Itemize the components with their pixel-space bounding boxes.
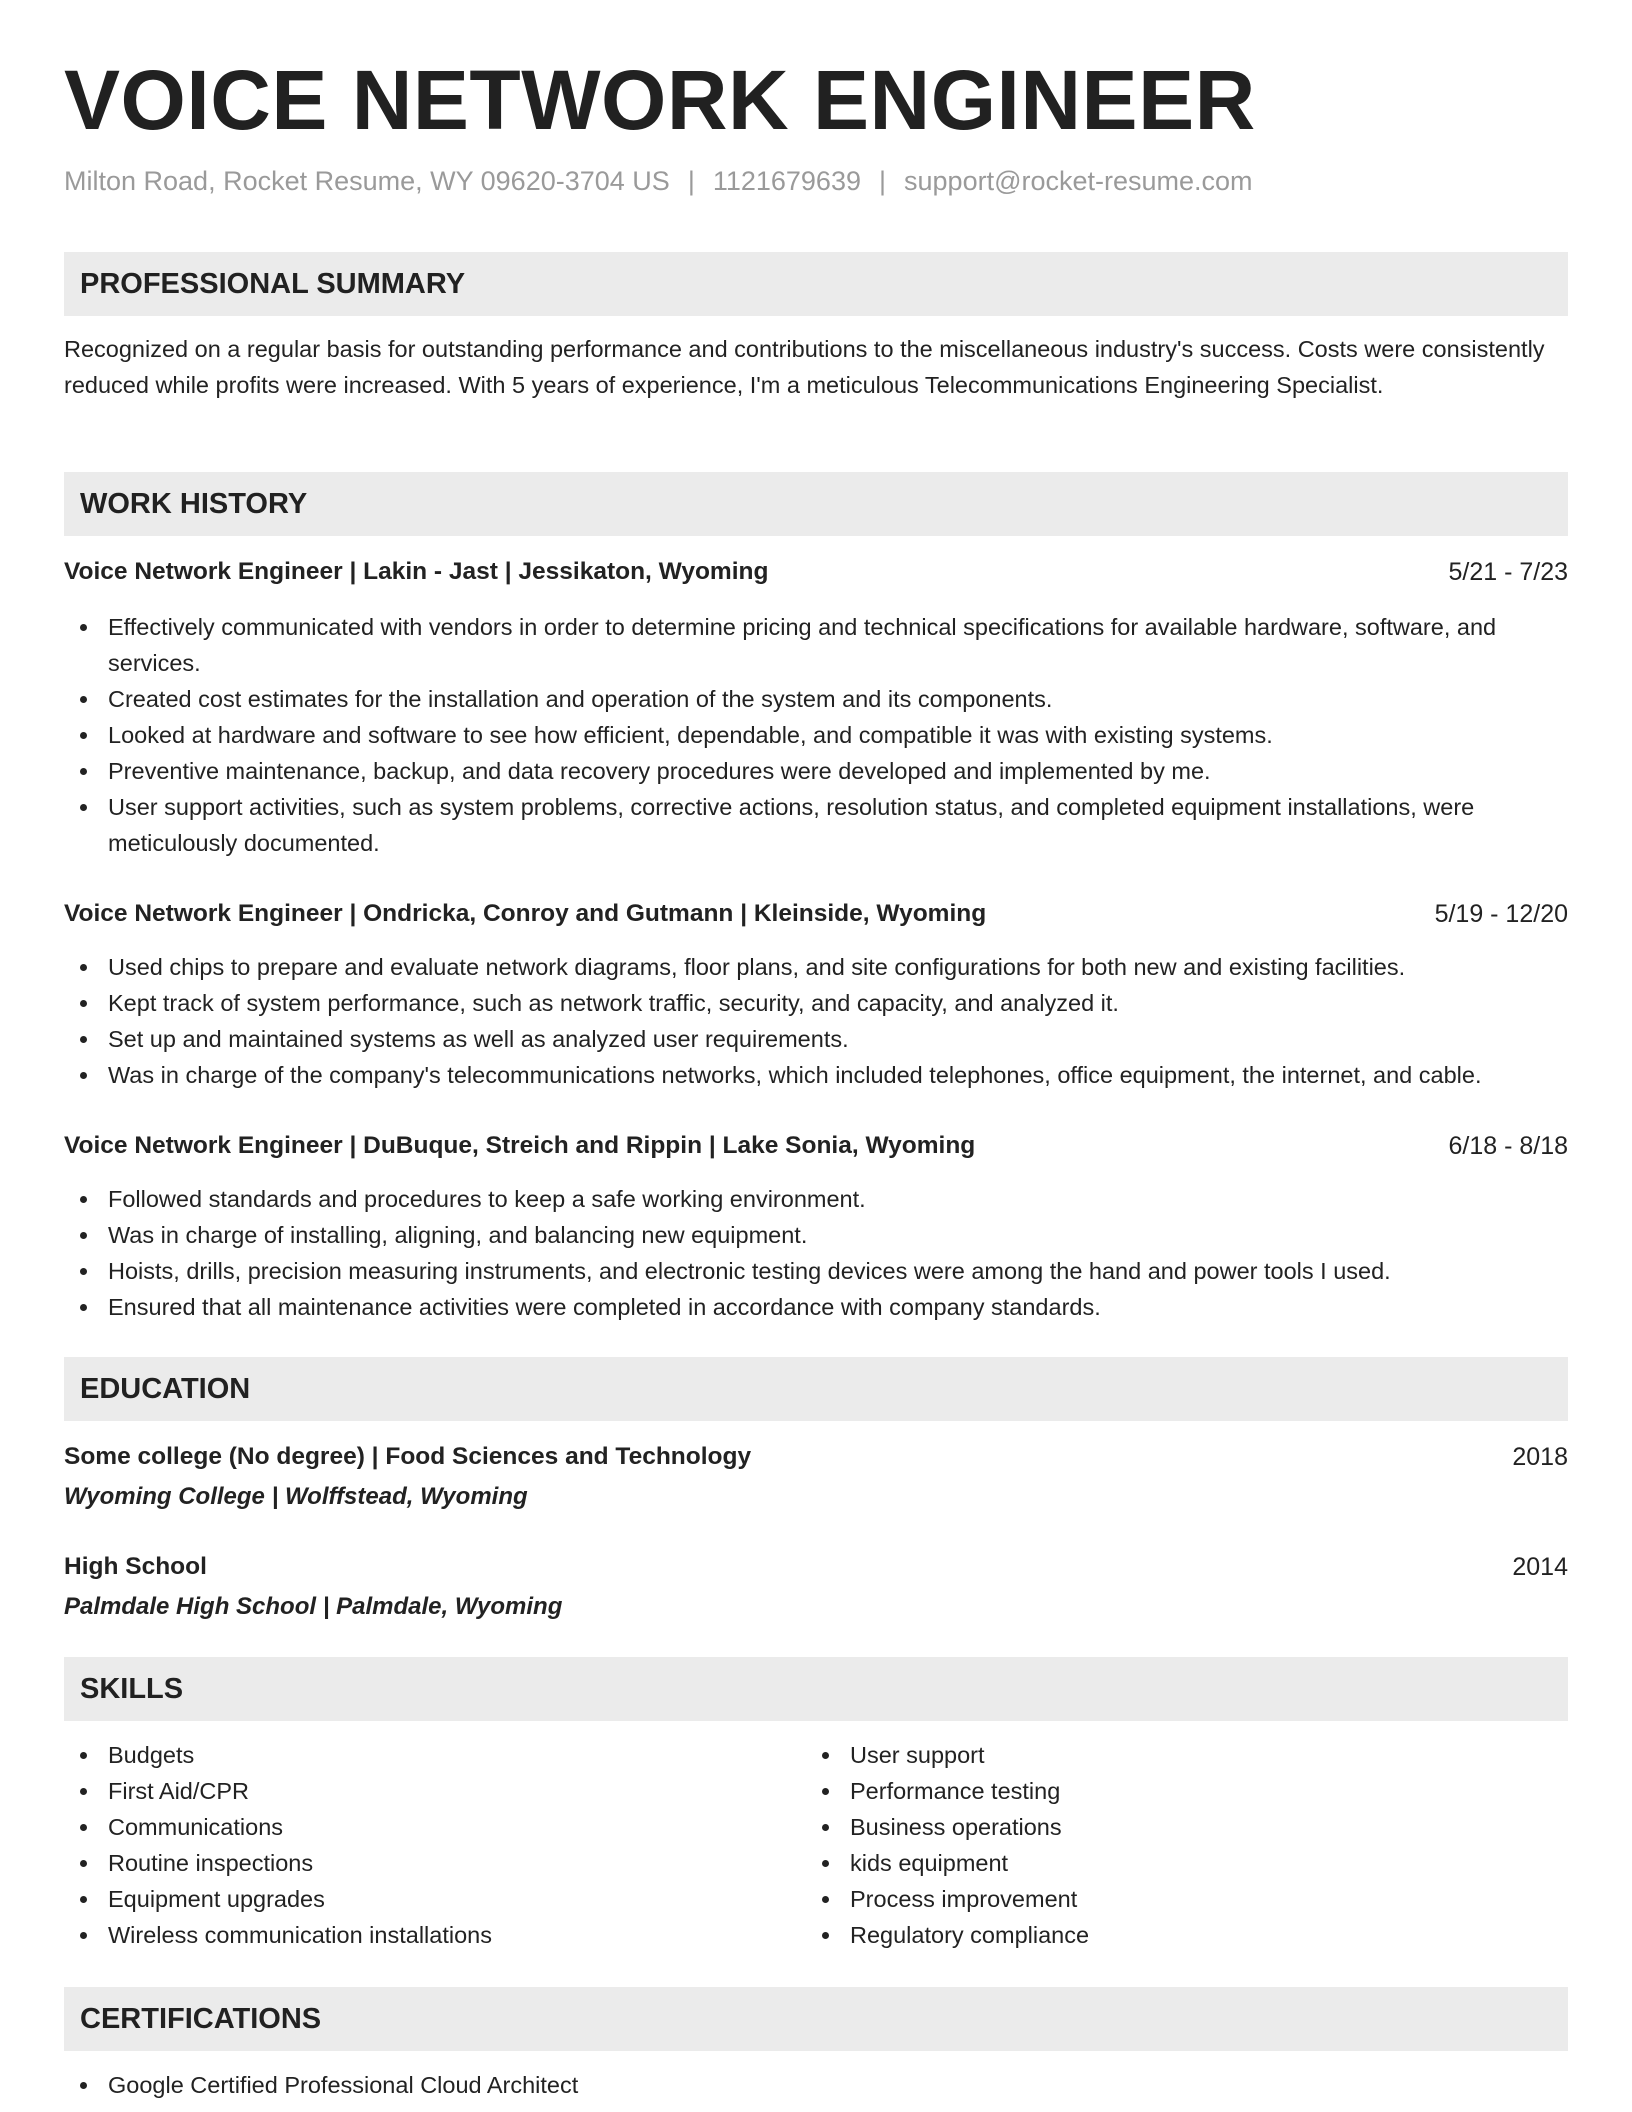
list-item: Performance testing xyxy=(806,1773,1506,1809)
section-header-work-history: WORK HISTORY xyxy=(64,472,1568,536)
list-item: Effectively communicated with vendors in order to determine pricing and technical specifications for available hardware, software, and services. xyxy=(64,609,1568,681)
contact-email: support@rocket-resume.com xyxy=(904,166,1253,196)
section-header-summary: PROFESSIONAL SUMMARY xyxy=(64,252,1568,316)
section-header-skills: SKILLS xyxy=(64,1657,1568,1721)
list-item: Set up and maintained systems as well as analyzed user requirements. xyxy=(64,1021,1568,1057)
contact-line xyxy=(64,168,1253,195)
education-heading xyxy=(64,1549,1568,1585)
resume-name: VOICE NETWORK ENGINEER xyxy=(64,53,1256,147)
section-header-education: EDUCATION xyxy=(64,1357,1568,1421)
contact-separator: | xyxy=(687,166,695,196)
education-year: 2014 xyxy=(1512,1553,1568,1581)
education-degree: High School xyxy=(64,1553,207,1580)
certifications-list xyxy=(64,2067,1568,2103)
section-header-certifications: CERTIFICATIONS xyxy=(64,1987,1568,2051)
contact-address: Milton Road, Rocket Resume, WY 09620-3704 US xyxy=(64,166,670,196)
list-item: Budgets xyxy=(64,1737,764,1773)
list-item: Hoists, drills, precision measuring instruments, and electronic testing devices were among the hand and power tools I used. xyxy=(64,1253,1568,1289)
list-item: User support xyxy=(806,1737,1506,1773)
list-item: Equipment upgrades xyxy=(64,1881,764,1917)
list-item: kids equipment xyxy=(806,1845,1506,1881)
list-item: Ensured that all maintenance activities were completed in accordance with company standards. xyxy=(64,1289,1568,1325)
list-item: Google Certified Professional Cloud Architect xyxy=(64,2067,1568,2103)
list-item: Was in charge of the company's telecommunications networks, which included telephones, office equipment, the internet, and cable. xyxy=(64,1057,1568,1093)
skills-list-left xyxy=(64,1737,764,1953)
list-item: Communications xyxy=(64,1809,764,1845)
education-heading xyxy=(64,1439,1568,1475)
job-heading xyxy=(64,554,1568,590)
job-bullets xyxy=(64,1181,1568,1325)
job-dates: 5/21 - 7/23 xyxy=(1448,558,1568,586)
job-title: Voice Network Engineer | Lakin - Jast | Jessikaton, Wyoming xyxy=(64,558,769,585)
job-bullets xyxy=(64,949,1568,1093)
contact-phone: 1121679639 xyxy=(712,166,861,196)
job-heading xyxy=(64,896,1568,932)
education-school: Wyoming College | Wolffstead, Wyoming xyxy=(64,1483,528,1510)
list-item: User support activities, such as system problems, corrective actions, resolution status, and completed equipment installations, were meticulously documented. xyxy=(64,789,1568,861)
list-item: Preventive maintenance, backup, and data recovery procedures were developed and implemented by me. xyxy=(64,753,1568,789)
education-degree: Some college (No degree) | Food Sciences and Technology xyxy=(64,1443,752,1470)
list-item: Routine inspections xyxy=(64,1845,764,1881)
list-item: Wireless communication installations xyxy=(64,1917,764,1953)
list-item: Regulatory compliance xyxy=(806,1917,1506,1953)
list-item: Was in charge of installing, aligning, and balancing new equipment. xyxy=(64,1217,1568,1253)
contact-separator: | xyxy=(879,166,887,196)
summary-text: Recognized on a regular basis for outstanding performance and contributions to the miscellaneous industry's success. Costs were consistently reduced while profits were increased. With 5 years of experience, I'm a meticulous Telecommunications Engineering Specialist. xyxy=(64,336,1545,398)
list-item: Looked at hardware and software to see how efficient, dependable, and compatible it was with existing systems. xyxy=(64,717,1568,753)
job-dates: 6/18 - 8/18 xyxy=(1448,1132,1568,1160)
education-school: Palmdale High School | Palmdale, Wyoming xyxy=(64,1593,563,1620)
list-item: Followed standards and procedures to keep a safe working environment. xyxy=(64,1181,1568,1217)
job-dates: 5/19 - 12/20 xyxy=(1434,900,1568,928)
job-title: Voice Network Engineer | DuBuque, Streich and Rippin | Lake Sonia, Wyoming xyxy=(64,1132,976,1159)
job-heading xyxy=(64,1128,1568,1164)
skills-list-right xyxy=(806,1737,1506,1953)
list-item: Kept track of system performance, such as network traffic, security, and capacity, and analyzed it. xyxy=(64,985,1568,1021)
list-item: Process improvement xyxy=(806,1881,1506,1917)
list-item: Created cost estimates for the installation and operation of the system and its components. xyxy=(64,681,1568,717)
list-item: Used chips to prepare and evaluate network diagrams, floor plans, and site configurations for both new and existing facilities. xyxy=(64,949,1568,985)
job-title: Voice Network Engineer | Ondricka, Conroy and Gutmann | Kleinside, Wyoming xyxy=(64,900,987,927)
job-bullets xyxy=(64,609,1568,861)
education-year: 2018 xyxy=(1512,1443,1568,1471)
list-item: First Aid/CPR xyxy=(64,1773,764,1809)
list-item: Business operations xyxy=(806,1809,1506,1845)
